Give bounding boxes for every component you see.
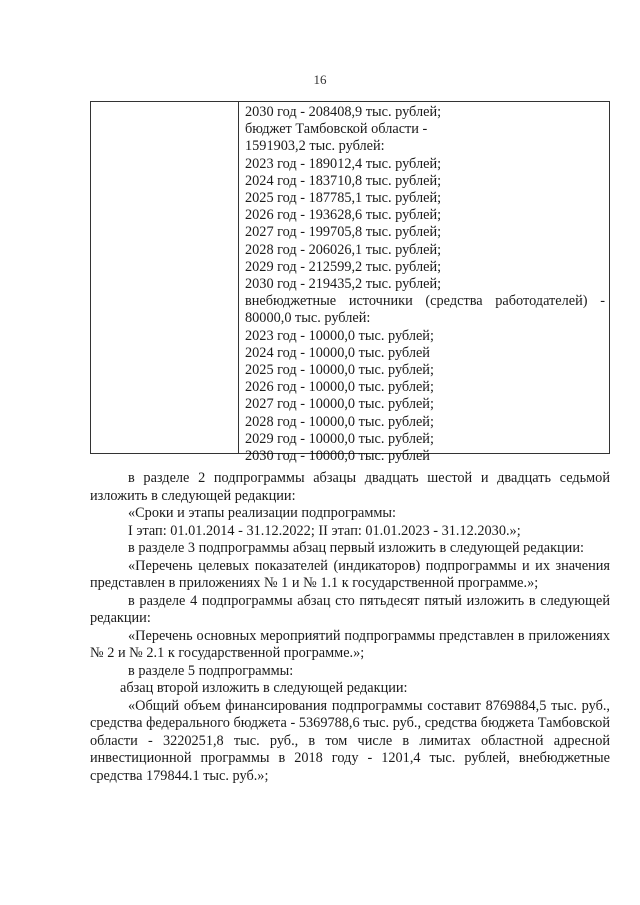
table-line: 2030 год - 10000,0 тыс. рублей xyxy=(245,448,430,465)
table-left-cell xyxy=(91,102,239,453)
paragraph: в разделе 2 подпрограммы абзацы двадцать шестой и двадцать седьмой изложить в следующей редакции: xyxy=(90,470,610,504)
paragraph: «Перечень целевых показателей (индикаторов) подпрограммы и их значения представлен в приложениях № 1 и № 1.1 к государственной программе.»; xyxy=(90,557,610,591)
table-line: 2024 год - 10000,0 тыс. рублей xyxy=(245,344,430,361)
table-line: 2024 год - 183710,8 тыс. рублей; xyxy=(245,172,442,189)
paragraph: в разделе 5 подпрограммы: xyxy=(128,662,294,679)
table-line: 2028 год - 10000,0 тыс. рублей; xyxy=(245,413,434,430)
table-right-cell xyxy=(239,102,609,465)
table-line: 2028 год - 206026,1 тыс. рублей; xyxy=(245,241,442,258)
paragraph: в разделе 3 подпрограммы абзац первый изложить в следующей редакции: xyxy=(128,540,584,556)
document-body xyxy=(90,470,610,785)
table-line: 2029 год - 10000,0 тыс. рублей; xyxy=(245,430,434,447)
table-line: 2027 год - 199705,8 тыс. рублей; xyxy=(245,224,442,241)
table-line: 2023 год - 189012,4 тыс. рублей; xyxy=(245,155,442,172)
table-line: 2030 год - 208408,9 тыс. рублей; xyxy=(245,104,442,120)
table-line: 2026 год - 10000,0 тыс. рублей; xyxy=(245,379,434,396)
paragraph: «Общий объем финансирования подпрограммы составит 8769884,5 тыс. руб., средства федерального бюджета - 5369788,6 тыс. руб., средства бюджета Тамбовской области - 3220251,8 тыс. руб., в том числе в лимитах областной адресной инвестиционной программы в 2018 году - 1201,4 тыс. рублей, внебюджетные средства 179844.1 тыс. руб.»; xyxy=(90,697,610,784)
table-line: бюджет Тамбовской области - xyxy=(245,121,428,138)
table-line: 80000,0 тыс. рублей: xyxy=(245,310,371,327)
table-line: 1591903,2 тыс. рублей: xyxy=(245,138,385,155)
table-line: 2025 год - 10000,0 тыс. рублей; xyxy=(245,362,434,379)
table-line: 2030 год - 219435,2 тыс. рублей; xyxy=(245,276,442,293)
table-line: 2023 год - 10000,0 тыс. рублей; xyxy=(245,327,434,344)
table-line: 2029 год - 212599,2 тыс. рублей; xyxy=(245,258,442,275)
table-line: внебюджетные источники (средства работодателей) - xyxy=(245,293,605,310)
table-line: 2026 год - 193628,6 тыс. рублей; xyxy=(245,207,442,224)
table-line: 2025 год - 187785,1 тыс. рублей; xyxy=(245,190,442,207)
paragraph: в разделе 4 подпрограммы абзац сто пятьдесят пятый изложить в следующей редакции: xyxy=(90,592,610,626)
table-line: 2027 год - 10000,0 тыс. рублей; xyxy=(245,396,434,413)
paragraph: I этап: 01.01.2014 - 31.12.2022; II этап: 01.01.2023 - 31.12.2030.»; xyxy=(128,522,521,539)
paragraph: «Сроки и этапы реализации подпрограммы: xyxy=(128,505,397,521)
paragraph: абзац второй изложить в следующей редакции: xyxy=(120,680,408,696)
page-number: 16 xyxy=(313,72,327,87)
paragraph: «Перечень основных мероприятий подпрограммы представлен в приложениях № 2 и № 2.1 к государственной программе.»; xyxy=(90,627,610,661)
financing-table xyxy=(90,101,610,465)
